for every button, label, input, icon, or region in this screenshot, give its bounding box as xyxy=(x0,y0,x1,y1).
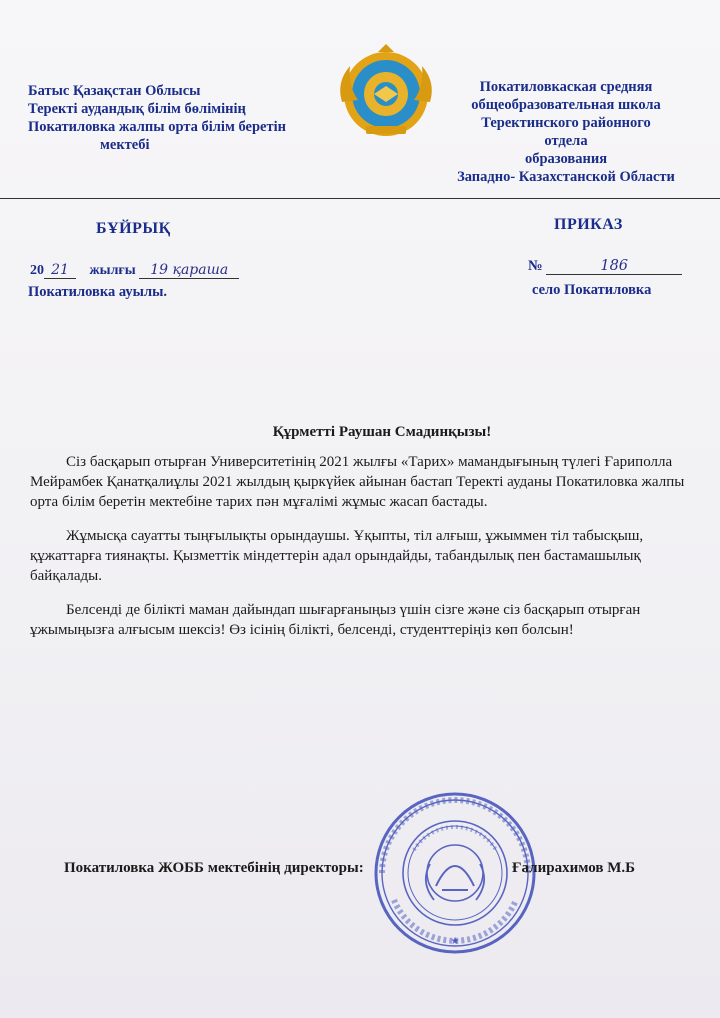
signatory-name: Ғалирахимов М.Б xyxy=(512,860,636,876)
letter-paragraph: Сіз басқарып отырған Университетінің 2021 жылғы «Тарих» мамандығының түлегі Ғариполла Мейрамбек Қанатқалиұлы 2021 жылдың қыркүйек айынан бастап Теректі ауданы Покатиловка жалпы орта білім беретін мектебіне тарих пән мұғалімі жұмыс жасап бастады. xyxy=(30,454,685,510)
doc-title-kz: БҰЙРЫҚ xyxy=(96,220,171,237)
date-handwritten: 19 қараша xyxy=(139,262,239,279)
header-left-kz xyxy=(28,82,328,154)
header-left-line: Теректі аудандық білім бөлімінің xyxy=(28,101,246,117)
header-left-line: Покатиловка жалпы орта білім беретін xyxy=(28,119,286,135)
letter-paragraph: Белсенді де білікті маман дайындап шығарғаныңыз үшін сізге және сіз басқарып отырған ұжымыңызға алғысым шексіз! Өз ісінің білікті, белсенді, студенттеріңіз көп болсын! xyxy=(30,602,641,638)
date-line xyxy=(30,262,239,279)
svg-text:★: ★ xyxy=(450,936,460,947)
header-right-line: Теректинского районного xyxy=(481,115,651,131)
order-number-line xyxy=(528,258,682,275)
header-right-line: Западно- Казахстанской Области xyxy=(457,169,675,185)
header-right-line: общеобразовательная школа xyxy=(471,97,661,113)
header-left-line: Батыс Қазақстан Облысы xyxy=(28,83,201,99)
header-right-ru xyxy=(430,78,702,186)
salutation: Құрметті Раушан Смадинқызы! xyxy=(272,424,492,440)
place-kz: Покатиловка ауылы. xyxy=(28,284,168,300)
year-word: жылғы xyxy=(89,263,136,278)
state-emblem-icon xyxy=(332,42,440,142)
year-handwritten: 21 xyxy=(44,262,76,279)
place-ru: село Покатиловка xyxy=(532,282,652,298)
number-sign: № xyxy=(528,258,543,274)
year-prefix: 20 xyxy=(30,263,44,278)
header-right-line: Покатиловкаская средняя xyxy=(479,79,653,95)
header-left-line: мектебі xyxy=(100,137,150,153)
letter-paragraph: Жұмысқа сауатты тыңғылықты орындаушы. Ұқыпты, тіл алғыш, ұжыммен тіл табысқыш, құжаттарға тиянақты. Қызметтік міндеттерін адал орындайды, табандылық пен бастамашылық байқалады. xyxy=(30,528,644,584)
signature-block xyxy=(64,860,704,877)
letter-body xyxy=(30,422,706,654)
signatory-position: Покатиловка ЖОББ мектебінің директоры: xyxy=(64,860,364,876)
header-right-line: отдела xyxy=(544,133,588,149)
doc-title-ru: ПРИКАЗ xyxy=(554,216,623,233)
order-number-handwritten: 186 xyxy=(546,258,682,275)
header-divider xyxy=(0,198,720,199)
header-right-line: образования xyxy=(524,151,608,167)
